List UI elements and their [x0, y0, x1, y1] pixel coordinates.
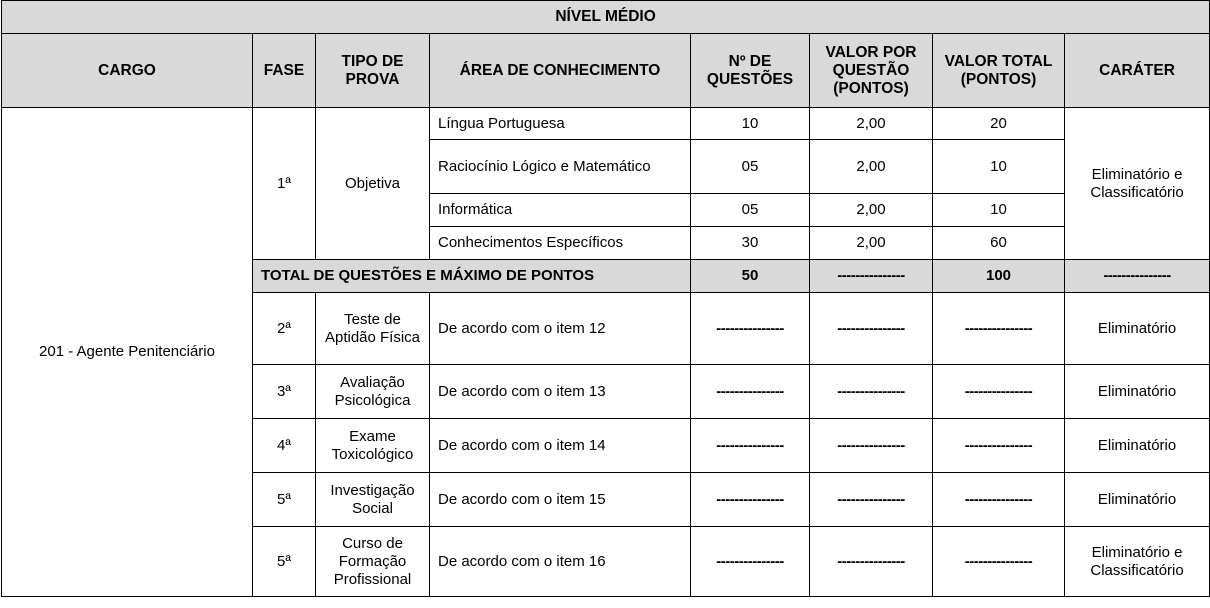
valor-questao-cell: --------------- [810, 419, 933, 473]
exam-table [1, 0, 1210, 597]
tipo-cell: Curso de Formação Profissional [316, 527, 430, 597]
header-carater: CARÁTER [1065, 34, 1210, 108]
total-valor-questao: --------------- [810, 260, 933, 293]
valor-questao-cell: --------------- [810, 473, 933, 527]
tipo-cell: Teste de Aptidão Física [316, 293, 430, 365]
area-cell: De acordo com o item 12 [430, 293, 691, 365]
fase-cell: 5ª [253, 527, 316, 597]
carater-cell: Eliminatório [1065, 365, 1210, 419]
fase-cell: 3ª [253, 365, 316, 419]
area-cell: Conhecimentos Específicos [430, 227, 691, 260]
fase-cell: 4ª [253, 419, 316, 473]
valor-total-cell: --------------- [933, 365, 1065, 419]
valor-total-cell: --------------- [933, 473, 1065, 527]
area-cell: De acordo com o item 16 [430, 527, 691, 597]
area-cell: De acordo com o item 13 [430, 365, 691, 419]
questoes-cell: --------------- [691, 365, 810, 419]
table-row [2, 108, 1210, 140]
header-tipo: TIPO DE PROVA [316, 34, 430, 108]
total-label: TOTAL DE QUESTÕES E MÁXIMO DE PONTOS [253, 260, 691, 293]
total-carater: --------------- [1065, 260, 1210, 293]
questoes-cell: 05 [691, 194, 810, 227]
questoes-cell: 05 [691, 140, 810, 194]
valor-total-cell: 60 [933, 227, 1065, 260]
table-title: NÍVEL MÉDIO [2, 1, 1210, 34]
questoes-cell: 30 [691, 227, 810, 260]
total-questoes: 50 [691, 260, 810, 293]
header-questoes: Nº DE QUESTÕES [691, 34, 810, 108]
carater-cell: Eliminatório e Classificatório [1065, 108, 1210, 260]
valor-questao-cell: 2,00 [810, 194, 933, 227]
area-cell: Raciocínio Lógico e Matemático [430, 140, 691, 194]
carater-cell: Eliminatório e Classificatório [1065, 527, 1210, 597]
valor-questao-cell: 2,00 [810, 227, 933, 260]
questoes-cell: --------------- [691, 473, 810, 527]
total-valor-total: 100 [933, 260, 1065, 293]
carater-cell: Eliminatório [1065, 419, 1210, 473]
valor-questao-cell: 2,00 [810, 108, 933, 140]
fase-cell: 2ª [253, 293, 316, 365]
header-area: ÁREA DE CONHECIMENTO [430, 34, 691, 108]
valor-questao-cell: --------------- [810, 527, 933, 597]
carater-cell: Eliminatório [1065, 473, 1210, 527]
header-valor-total: VALOR TOTAL (PONTOS) [933, 34, 1065, 108]
valor-total-cell: 20 [933, 108, 1065, 140]
header-fase: FASE [253, 34, 316, 108]
questoes-cell: --------------- [691, 293, 810, 365]
tipo-cell: Avaliação Psicológica [316, 365, 430, 419]
carater-cell: Eliminatório [1065, 293, 1210, 365]
area-cell: De acordo com o item 14 [430, 419, 691, 473]
valor-questao-cell: --------------- [810, 365, 933, 419]
area-cell: De acordo com o item 15 [430, 473, 691, 527]
valor-total-cell: 10 [933, 194, 1065, 227]
questoes-cell: 10 [691, 108, 810, 140]
valor-total-cell: --------------- [933, 527, 1065, 597]
questoes-cell: --------------- [691, 527, 810, 597]
area-cell: Língua Portuguesa [430, 108, 691, 140]
area-cell: Informática [430, 194, 691, 227]
tipo-cell: Objetiva [316, 108, 430, 260]
valor-questao-cell: --------------- [810, 293, 933, 365]
valor-questao-cell: 2,00 [810, 140, 933, 194]
fase-cell: 5ª [253, 473, 316, 527]
tipo-cell: Exame Toxicológico [316, 419, 430, 473]
fase-cell: 1ª [253, 108, 316, 260]
header-cargo: CARGO [2, 34, 253, 108]
questoes-cell: --------------- [691, 419, 810, 473]
valor-total-cell: --------------- [933, 419, 1065, 473]
valor-total-cell: 10 [933, 140, 1065, 194]
cargo-cell: 201 - Agente Penitenciário [2, 108, 253, 597]
tipo-cell: Investigação Social [316, 473, 430, 527]
header-valor-questao: VALOR POR QUESTÃO (PONTOS) [810, 34, 933, 108]
valor-total-cell: --------------- [933, 293, 1065, 365]
